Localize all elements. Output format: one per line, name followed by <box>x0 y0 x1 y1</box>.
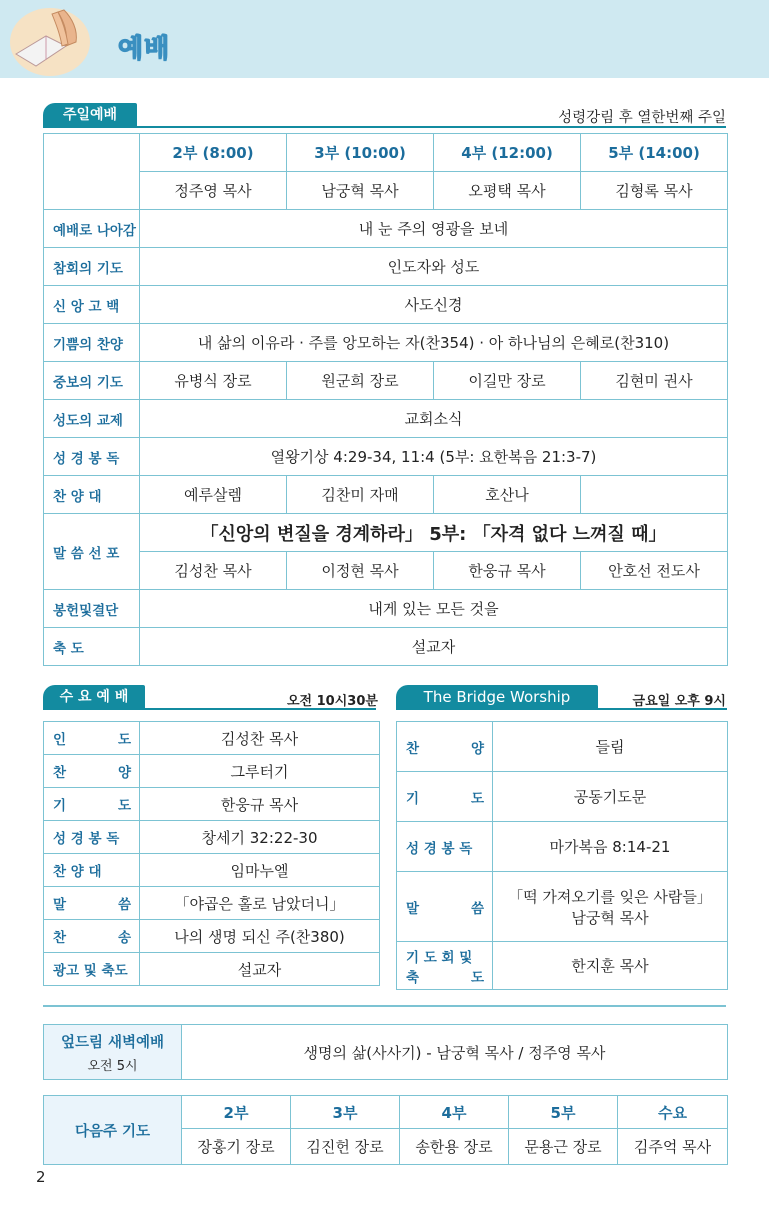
service-3: 3부 (10:00) <box>287 134 434 172</box>
bridge-label-3: 말 씀 <box>397 872 493 942</box>
bridge-table <box>396 721 728 990</box>
nextweek-table <box>43 1095 728 1165</box>
bridge-time: 금요일 오후 9시 <box>632 694 726 709</box>
nextweek-label: 다음주 기도 <box>44 1096 182 1165</box>
bridge-label-1: 기 도 <box>397 772 493 822</box>
sunday-worship-tab: 주일예배 <box>43 103 137 127</box>
wed-label-1: 찬 양 <box>44 755 140 788</box>
bridge-worship-tab: The Bridge Worship <box>396 685 598 709</box>
wednesday-time: 오전 10시30분 <box>287 694 378 709</box>
choir-3: 김찬미 자매 <box>287 476 434 514</box>
sermon-title: 「신앙의 변질을 경계하라」 5부: 「자격 없다 느껴질 때」 <box>140 514 728 552</box>
wednesday-table <box>43 721 380 986</box>
choir-2: 예루살렘 <box>140 476 287 514</box>
wed-value-4: 임마누엘 <box>140 854 380 887</box>
bridge-label-0: 찬 양 <box>397 722 493 772</box>
bridge-label-2: 성 경 봉 독 <box>397 822 493 872</box>
row-label-confession: 참회의 기도 <box>44 248 140 286</box>
header-banner <box>0 0 769 78</box>
sunday-table <box>43 133 728 666</box>
praying-hands-bible-icon <box>6 2 94 76</box>
wed-label-6: 찬 송 <box>44 920 140 953</box>
service-2: 2부 (8:00) <box>140 134 287 172</box>
nextweek-value-1: 김진헌 장로 <box>291 1129 400 1165</box>
bridge-label-4a: 기 도 회 및 <box>406 949 473 966</box>
choir-5 <box>581 476 728 514</box>
wed-value-0: 김성찬 목사 <box>140 722 380 755</box>
wed-value-7: 설교자 <box>140 953 380 986</box>
wed-label-7: 광고 및 축도 <box>44 953 140 986</box>
page-number: 2 <box>36 1168 46 1186</box>
row-label-sermon: 말 씀 선 포 <box>44 514 140 590</box>
dawn-value: 생명의 삶(사사기) - 남궁혁 목사 / 정주영 목사 <box>182 1025 728 1080</box>
bridge-value-0: 들림 <box>493 722 728 772</box>
bridge-sermon-preacher: 남궁혁 목사 <box>571 908 649 927</box>
wed-value-1: 그루터기 <box>140 755 380 788</box>
nextweek-header-2: 4부 <box>400 1096 509 1129</box>
bridge-value-3 <box>493 872 728 942</box>
row-label-fellowship: 성도의 교제 <box>44 400 140 438</box>
nextweek-value-4: 김주억 목사 <box>618 1129 728 1165</box>
pastor-2: 정주영 목사 <box>140 172 287 210</box>
wed-value-6: 나의 생명 되신 주(찬380) <box>140 920 380 953</box>
row-value-offering: 내게 있는 모든 것을 <box>140 590 728 628</box>
wed-label-3: 성 경 봉 독 <box>44 821 140 854</box>
row-label-entrance: 예배로 나아감 <box>44 210 140 248</box>
dawn-time: 오전 5시 <box>87 1058 138 1074</box>
dawn-table <box>43 1024 728 1080</box>
dawn-label: 엎드림 새벽예배 <box>60 1034 165 1051</box>
intercession-3: 원군희 장로 <box>287 362 434 400</box>
row-label-praise: 기쁨의 찬양 <box>44 324 140 362</box>
row-value-confession: 인도자와 성도 <box>140 248 728 286</box>
preacher-2: 김성찬 목사 <box>140 552 287 590</box>
nextweek-header-0: 2부 <box>182 1096 291 1129</box>
wed-value-3: 창세기 32:22-30 <box>140 821 380 854</box>
row-value-benediction: 설교자 <box>140 628 728 666</box>
row-label-choir: 찬 양 대 <box>44 476 140 514</box>
row-value-scripture: 열왕기상 4:29-34, 11:4 (5부: 요한복음 21:3-7) <box>140 438 728 476</box>
preacher-4: 한웅규 목사 <box>434 552 581 590</box>
preacher-5: 안호선 전도사 <box>581 552 728 590</box>
nextweek-value-2: 송한용 장로 <box>400 1129 509 1165</box>
service-5: 5부 (14:00) <box>581 134 728 172</box>
nextweek-header-4: 수요 <box>618 1096 728 1129</box>
wed-label-4: 찬 양 대 <box>44 854 140 887</box>
section-divider <box>43 1005 726 1007</box>
wed-value-5: 「야곱은 홀로 남았더니」 <box>140 887 380 920</box>
bridge-value-2: 마가복음 8:14-21 <box>493 822 728 872</box>
pastor-3: 남궁혁 목사 <box>287 172 434 210</box>
row-value-fellowship: 교회소식 <box>140 400 728 438</box>
preacher-3: 이정현 목사 <box>287 552 434 590</box>
wed-value-2: 한웅규 목사 <box>140 788 380 821</box>
wed-label-2: 기 도 <box>44 788 140 821</box>
row-label-benediction: 축 도 <box>44 628 140 666</box>
page-title: 예배 <box>118 34 171 64</box>
row-label-intercession: 중보의 기도 <box>44 362 140 400</box>
row-label-creed: 신 앙 고 백 <box>44 286 140 324</box>
sunday-subtitle: 성령강림 후 열한번째 주일 <box>558 110 726 126</box>
row-value-entrance: 내 눈 주의 영광을 보네 <box>140 210 728 248</box>
nextweek-header-3: 5부 <box>509 1096 618 1129</box>
row-label-offering: 봉헌및결단 <box>44 590 140 628</box>
pastor-5: 김형록 목사 <box>581 172 728 210</box>
choir-4: 호산나 <box>434 476 581 514</box>
service-4: 4부 (12:00) <box>434 134 581 172</box>
bridge-value-1: 공동기도문 <box>493 772 728 822</box>
row-value-creed: 사도신경 <box>140 286 728 324</box>
wed-label-5: 말 씀 <box>44 887 140 920</box>
bridge-label-4: 기 도 회 및 축 도 <box>397 942 493 990</box>
nextweek-value-0: 장홍기 장로 <box>182 1129 291 1165</box>
dawn-label-cell <box>44 1025 182 1080</box>
empty-corner <box>44 134 140 210</box>
pastor-4: 오평택 목사 <box>434 172 581 210</box>
intercession-2: 유병식 장로 <box>140 362 287 400</box>
bridge-sermon-title: 「떡 가져오기를 잊은 사람들」 <box>508 887 712 906</box>
intercession-5: 김현미 권사 <box>581 362 728 400</box>
wed-label-0: 인 도 <box>44 722 140 755</box>
intercession-4: 이길만 장로 <box>434 362 581 400</box>
row-label-scripture: 성 경 봉 독 <box>44 438 140 476</box>
row-value-praise: 내 삶의 이유라 · 주를 앙모하는 자(찬354) · 아 하나님의 은혜로(찬310) <box>140 324 728 362</box>
nextweek-value-3: 문용근 장로 <box>509 1129 618 1165</box>
wednesday-worship-tab: 수 요 예 배 <box>43 685 145 709</box>
nextweek-header-1: 3부 <box>291 1096 400 1129</box>
bridge-value-4: 한지훈 목사 <box>493 942 728 990</box>
